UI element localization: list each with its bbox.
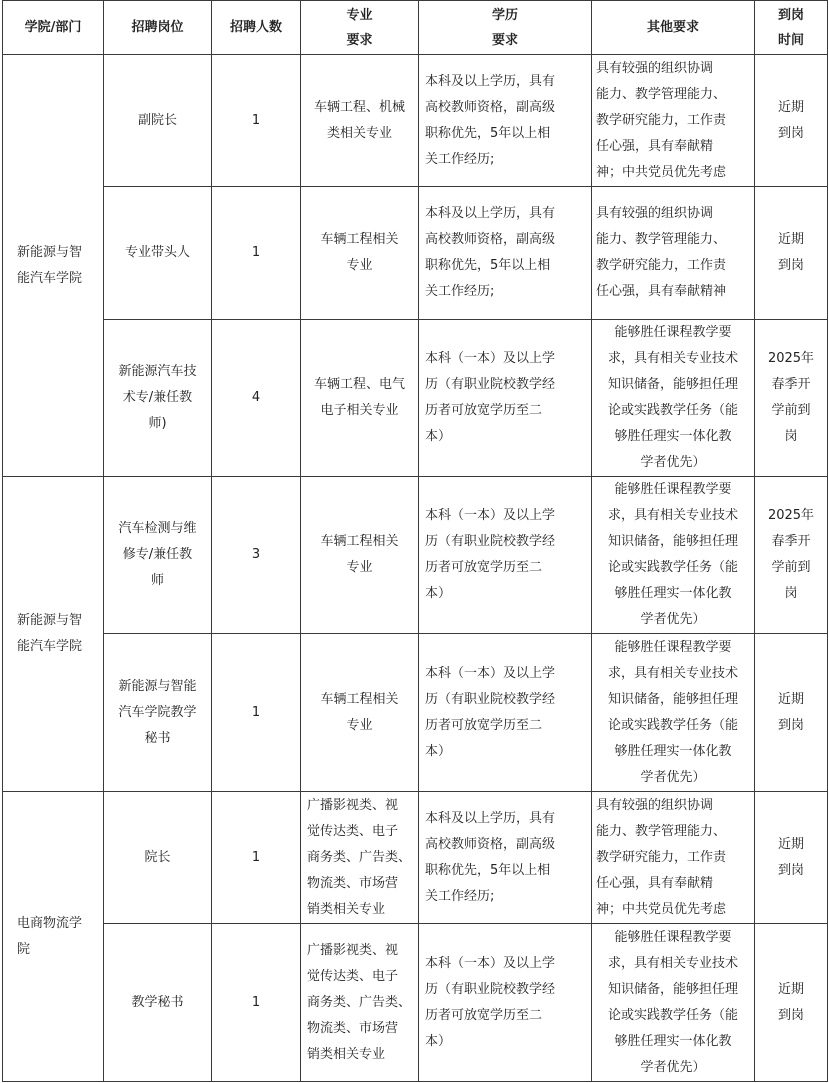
header-count: 招聘人数 [212, 1, 301, 55]
recruitment-table [2, 0, 828, 1082]
table-row [3, 320, 828, 477]
table-row [3, 477, 828, 634]
other-requirements-cell: 能够胜任课程教学要 求，具有相关专业技术 知识储备，能够担任理 论或实践教学任务（能 够胜任理实一体化教 学者优先） [592, 477, 755, 634]
header-row [3, 1, 828, 55]
other-requirements-cell: 能够胜任课程教学要 求，具有相关专业技术 知识储备，能够担任理 论或实践教学任务（能 够胜任理实一体化教 学者优先） [592, 634, 755, 792]
other-requirements-cell: 具有较强的组织协调 能力、教学管理能力、 教学研究能力，工作责 任心强，具有奉献精 神；中共党员优先考虑 [592, 55, 755, 187]
count-cell: 1 [212, 187, 301, 320]
header-position: 招聘岗位 [104, 1, 212, 55]
education-cell: 本科及以上学历，具有 高校教师资格，副高级 职称优先，5年以上相 关工作经历; [419, 792, 592, 924]
position-cell: 院长 [104, 792, 212, 924]
other-requirements-cell: 具有较强的组织协调 能力、教学管理能力、 教学研究能力，工作责 任心强，具有奉献精 神；中共党员优先考虑 [592, 792, 755, 924]
other-requirements-cell: 具有较强的组织协调 能力、教学管理能力、 教学研究能力，工作责 任心强，具有奉献精神 [592, 187, 755, 320]
major-cell: 广播影视类、视 觉传达类、电子 商务类、广告类、 物流类、市场营 销类相关专业 [301, 792, 419, 924]
table-row [3, 924, 828, 1082]
position-cell: 汽车检测与维 修专/兼任教 师 [104, 477, 212, 634]
count-cell: 1 [212, 792, 301, 924]
arrival-cell: 近期 到岗 [755, 634, 828, 792]
count-cell: 3 [212, 477, 301, 634]
count-cell: 1 [212, 55, 301, 187]
header-college: 学院/部门 [3, 1, 104, 55]
arrival-cell: 近期 到岗 [755, 924, 828, 1082]
education-cell: 本科（一本）及以上学 历（有职业院校教学经 历者可放宽学历至二 本） [419, 320, 592, 477]
header-other: 其他要求 [592, 1, 755, 55]
count-cell: 1 [212, 924, 301, 1082]
table-row [3, 634, 828, 792]
major-cell: 广播影视类、视 觉传达类、电子 商务类、广告类、 物流类、市场营 销类相关专业 [301, 924, 419, 1082]
arrival-cell: 近期 到岗 [755, 187, 828, 320]
education-cell: 本科（一本）及以上学 历（有职业院校教学经 历者可放宽学历至二 本） [419, 634, 592, 792]
header-education: 学历 要求 [419, 1, 592, 55]
education-cell: 本科（一本）及以上学 历（有职业院校教学经 历者可放宽学历至二 本） [419, 477, 592, 634]
table-row [3, 792, 828, 924]
college-cell: 新能源与智 能汽车学院 [3, 55, 104, 477]
major-cell: 车辆工程、电气 电子相关专业 [301, 320, 419, 477]
position-cell: 教学秘书 [104, 924, 212, 1082]
arrival-cell: 2025年 春季开 学前到 岗 [755, 477, 828, 634]
arrival-cell: 2025年 春季开 学前到 岗 [755, 320, 828, 477]
major-cell: 车辆工程相关 专业 [301, 477, 419, 634]
college-cell: 新能源与智 能汽车学院 [3, 477, 104, 792]
position-cell: 专业带头人 [104, 187, 212, 320]
count-cell: 1 [212, 634, 301, 792]
position-cell: 新能源汽车技 术专/兼任教 师) [104, 320, 212, 477]
count-cell: 4 [212, 320, 301, 477]
header-major: 专业 要求 [301, 1, 419, 55]
major-cell: 车辆工程相关 专业 [301, 187, 419, 320]
header-arrival: 到岗 时间 [755, 1, 828, 55]
arrival-cell: 近期 到岗 [755, 55, 828, 187]
college-cell: 电商物流学 院 [3, 792, 104, 1082]
table-row [3, 55, 828, 187]
position-cell: 新能源与智能 汽车学院教学 秘书 [104, 634, 212, 792]
education-cell: 本科及以上学历，具有 高校教师资格，副高级 职称优先，5年以上相 关工作经历; [419, 187, 592, 320]
other-requirements-cell: 能够胜任课程教学要 求，具有相关专业技术 知识储备，能够担任理 论或实践教学任务（能 够胜任理实一体化教 学者优先） [592, 924, 755, 1082]
arrival-cell: 近期 到岗 [755, 792, 828, 924]
major-cell: 车辆工程相关 专业 [301, 634, 419, 792]
education-cell: 本科（一本）及以上学 历（有职业院校教学经 历者可放宽学历至二 本） [419, 924, 592, 1082]
position-cell: 副院长 [104, 55, 212, 187]
other-requirements-cell: 能够胜任课程教学要 求，具有相关专业技术 知识储备，能够担任理 论或实践教学任务（能 够胜任理实一体化教 学者优先） [592, 320, 755, 477]
major-cell: 车辆工程、机械 类相关专业 [301, 55, 419, 187]
education-cell: 本科及以上学历，具有 高校教师资格，副高级 职称优先，5年以上相 关工作经历; [419, 55, 592, 187]
table-row [3, 187, 828, 320]
